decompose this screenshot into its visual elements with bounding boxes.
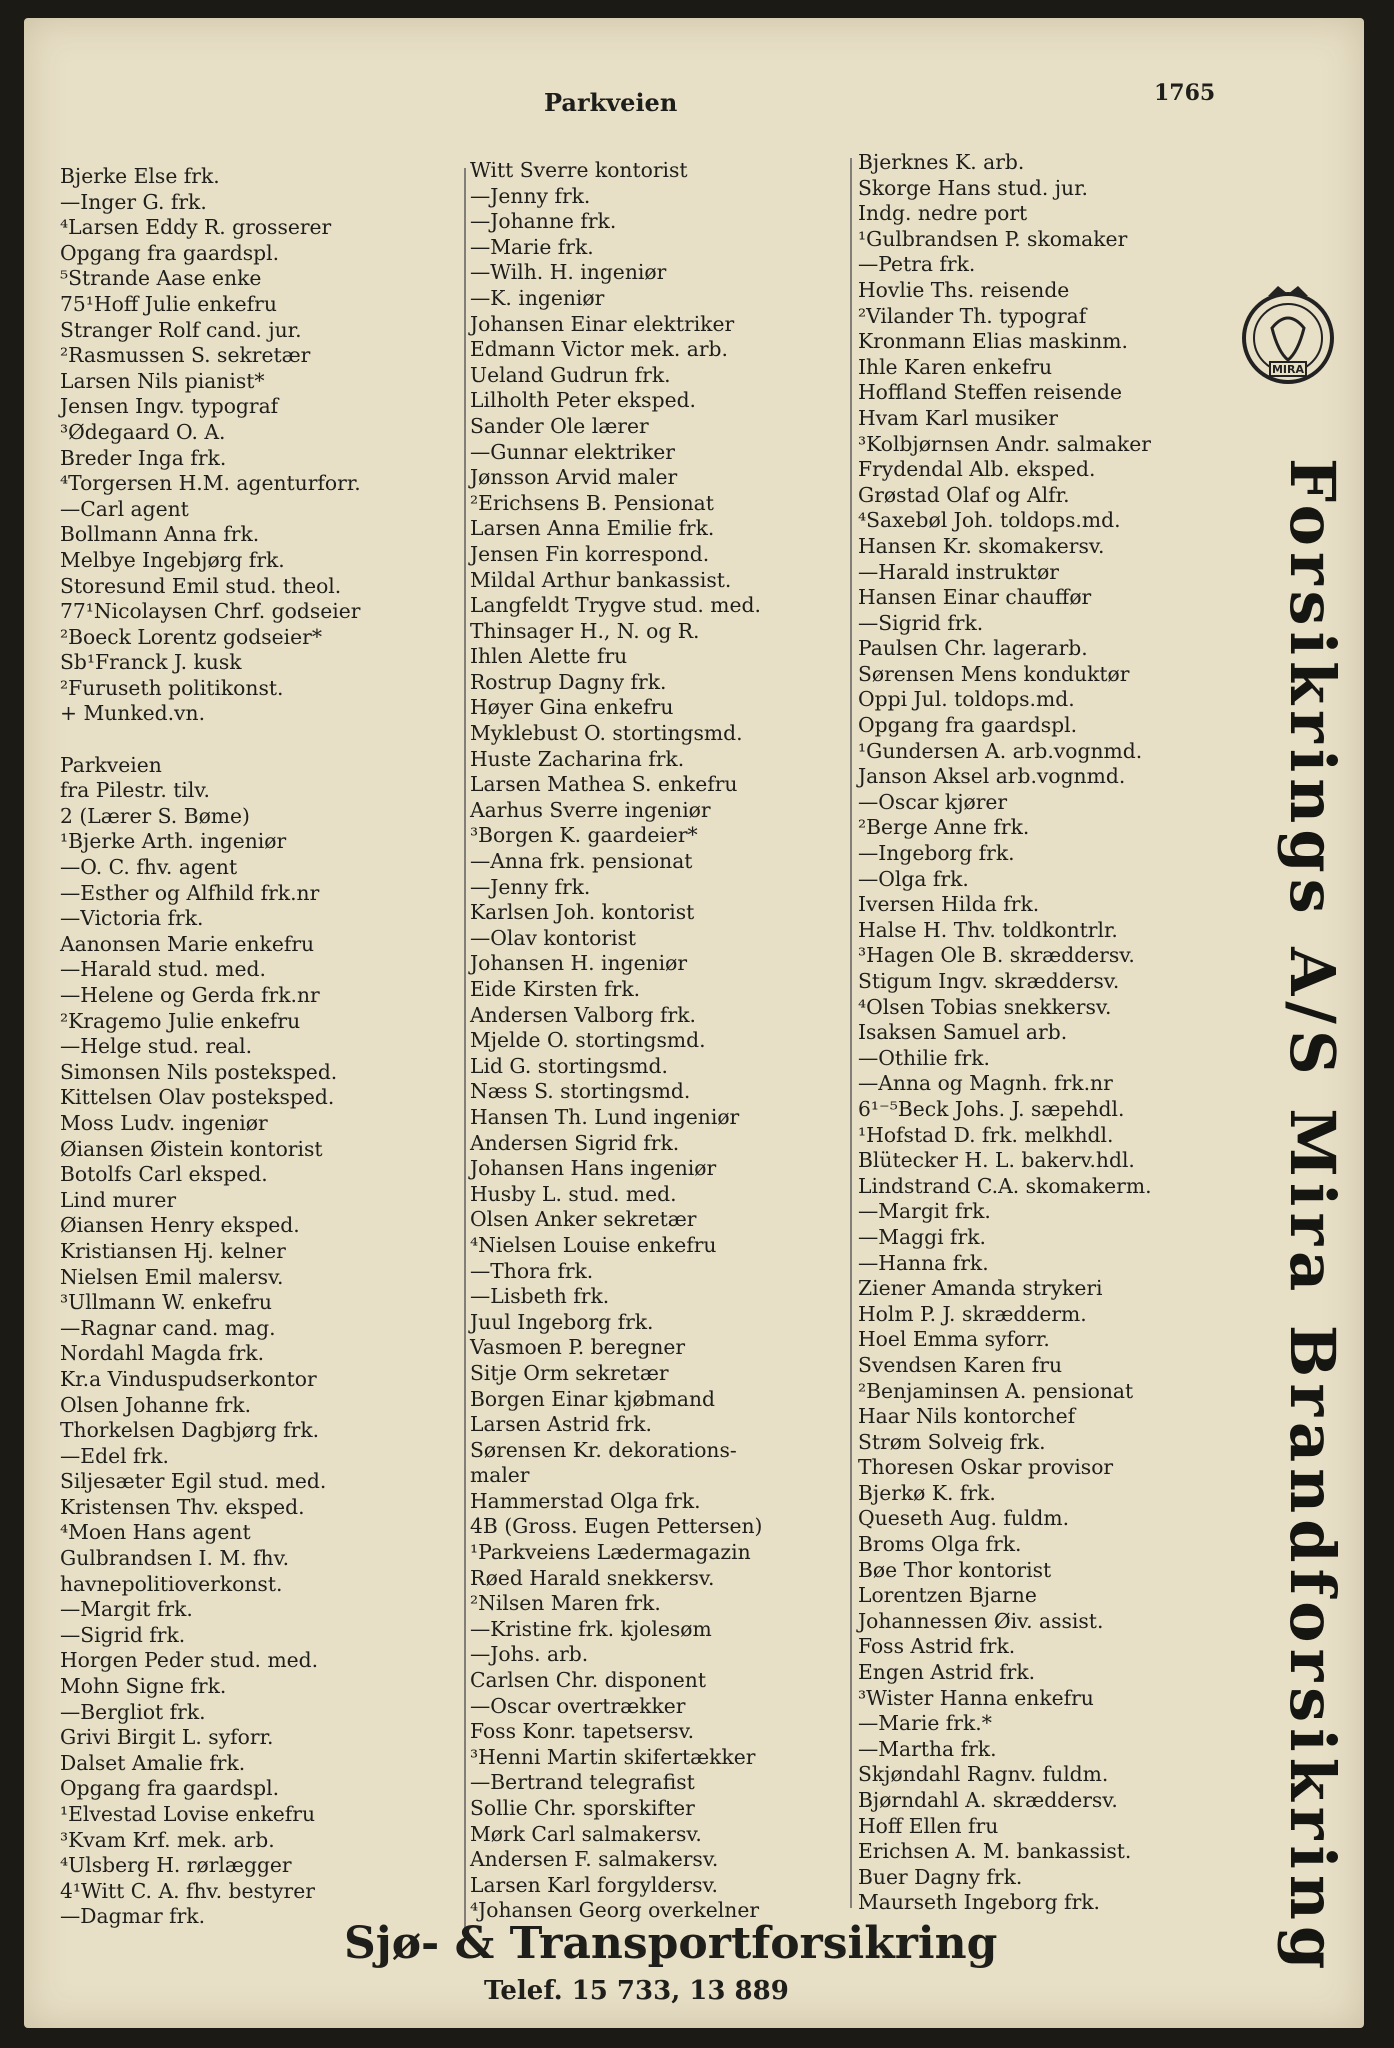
directory-entry: —Thora frk.	[470, 1258, 594, 1283]
directory-entry: —Jenny frk.	[470, 874, 591, 899]
directory-entry: Ihle Karen enkefru	[858, 354, 1053, 379]
directory-entry: Stigum Ingv. skræddersv.	[858, 969, 1120, 993]
directory-entry: —Wilh. H. ingeniør	[470, 260, 667, 285]
directory-entry: Simonsen Nils posteksped.	[60, 1059, 338, 1084]
directory-entry: Larsen Astrid frk.	[470, 1412, 652, 1437]
directory-entry: Bjerknes K. arb.	[858, 150, 1025, 174]
directory-entry: ²Rasmussen S. sekretær	[60, 343, 311, 368]
directory-entry: ⁴Saxebøl Joh. toldops.md.	[858, 508, 1121, 533]
directory-entry: ¹Hofstad D. frk. melkhdl.	[858, 1122, 1114, 1147]
page-number: 1765	[1154, 80, 1216, 106]
directory-entry: Rostrup Dagny frk.	[470, 669, 667, 694]
directory-entry: Maurseth Ingeborg frk.	[858, 1890, 1100, 1915]
directory-entry: ³Kvam Krf. mek. arb.	[60, 1827, 275, 1852]
directory-entry: —Oscar overtrækker	[470, 1693, 686, 1718]
directory-entry: —K. ingeniør	[470, 285, 605, 310]
directory-entry: 4B (Gross. Eugen Pettersen)	[470, 1514, 763, 1539]
directory-entry: Indg. nedre port	[858, 201, 1028, 226]
directory-entry: Edmann Victor mek. arb.	[470, 337, 728, 362]
directory-entry: Opgang fra gaardspl.	[60, 240, 280, 265]
directory-entry: Grøstad Olaf og Alfr.	[858, 482, 1070, 507]
directory-entry: Parkveien	[60, 752, 162, 777]
directory-entry: Carlsen Chr. disponent	[470, 1668, 706, 1693]
directory-entry: —Edel frk.	[60, 1443, 169, 1468]
directory-entry: Johansen Einar elektriker	[470, 311, 735, 336]
directory-entry: ¹Elvestad Lovise enkefru	[60, 1802, 316, 1826]
directory-page	[24, 18, 1364, 2028]
directory-entry: Borgen Einar kjøbmand	[470, 1386, 716, 1411]
directory-entry: Hansen Einar chauffør	[858, 585, 1092, 610]
directory-entry: Jensen Ingv. typograf	[60, 394, 279, 419]
directory-entry: Opgang fra gaardspl.	[60, 1776, 280, 1801]
directory-entry: Sitje Orm sekretær	[470, 1360, 669, 1385]
directory-entry: Holm P. J. skrædderm.	[858, 1301, 1087, 1326]
directory-entry: 75¹Hoff Julie enkefru	[60, 291, 277, 316]
directory-entry: —Johanne frk.	[470, 209, 617, 234]
directory-entry: —Marie frk.	[470, 234, 594, 259]
directory-entry: Frydendal Alb. eksped.	[858, 457, 1096, 482]
directory-entry: Sørensen Kr. dekorations-	[470, 1437, 737, 1462]
directory-entry: Foss Konr. tapetsersv.	[470, 1719, 695, 1744]
directory-entry: Sb¹Franck J. kusk	[60, 650, 242, 675]
directory-entry: Eide Kirsten frk.	[470, 977, 641, 1001]
directory-entry: Queseth Aug. fuldm.	[858, 1506, 1070, 1531]
directory-entry: Thorkelsen Dagbjørg frk.	[60, 1418, 320, 1443]
directory-entry: ¹Gundersen A. arb.vognmd.	[858, 738, 1143, 763]
directory-entry: Halse H. Thv. toldkontrlr.	[858, 917, 1118, 942]
directory-entry: Grivi Birgit L. syforr.	[60, 1725, 274, 1750]
directory-entry: fra Pilestr. tilv.	[60, 778, 210, 803]
directory-entry: Kr.a Vinduspudserkontor	[60, 1366, 317, 1391]
directory-entry: ²Vilander Th. typograf	[858, 303, 1087, 328]
directory-entry: Johansen H. ingeniør	[470, 951, 688, 976]
directory-entry: Nielsen Emil malersv.	[60, 1264, 284, 1289]
directory-entry: Strøm Solveig frk.	[858, 1429, 1046, 1454]
directory-entry: Juul Ingeborg frk.	[470, 1309, 654, 1334]
column-1	[60, 164, 460, 1930]
directory-entry: Oppi Jul. toldops.md.	[858, 687, 1075, 712]
directory-entry: Breder Inga frk.	[60, 445, 227, 470]
directory-entry: Skjøndahl Ragnv. fuldm.	[858, 1762, 1109, 1787]
directory-entry: Mildal Arthur bankassist.	[470, 567, 732, 592]
directory-entry: ³Hagen Ole B. skræddersv.	[858, 943, 1135, 968]
directory-entry: —Anna og Magnh. frk.nr	[858, 1071, 1113, 1096]
directory-entry: Olsen Johanne frk.	[60, 1392, 252, 1417]
directory-entry: —Kristine frk. kjolesøm	[470, 1616, 712, 1641]
directory-entry: —Helge stud. real.	[60, 1034, 253, 1059]
directory-entry: Skorge Hans stud. jur.	[858, 175, 1088, 200]
directory-entry: Lid G. stortingsmd.	[470, 1053, 668, 1078]
directory-entry: Hansen Th. Lund ingeniør	[470, 1104, 740, 1129]
directory-entry: Kittelsen Olav posteksped.	[60, 1085, 335, 1110]
directory-entry: ³Ødegaard O. A.	[60, 419, 226, 444]
directory-entry: —Margit frk.	[60, 1597, 193, 1622]
directory-entry: Aanonsen Marie enkefru	[60, 931, 315, 956]
directory-entry: Kristiansen Hj. kelner	[60, 1238, 286, 1263]
directory-entry: Øiansen Øistein kontorist	[60, 1136, 323, 1161]
directory-entry: Lorentzen Bjarne	[858, 1583, 1037, 1608]
directory-entry: ⁴Olsen Tobias snekkersv.	[858, 994, 1112, 1019]
directory-entry: Larsen Karl forgyldersv.	[470, 1872, 718, 1897]
column-2	[470, 158, 860, 1924]
directory-entry: Thoresen Oskar provisor	[858, 1455, 1114, 1480]
directory-entry: —Olga frk.	[858, 866, 969, 891]
directory-entry: —Bergliot frk.	[60, 1699, 206, 1724]
directory-entry: Opgang fra gaardspl.	[858, 713, 1078, 738]
directory-entry: —Sigrid frk.	[858, 610, 984, 635]
directory-entry: Lind murer	[60, 1187, 177, 1212]
directory-entry: Iversen Hilda frk.	[858, 892, 1040, 917]
directory-entry: ⁴Johansen Georg overkelner	[470, 1898, 760, 1923]
directory-entry: —Margit frk.	[858, 1199, 991, 1224]
directory-entry: Andersen F. salmakersv.	[470, 1847, 719, 1872]
directory-entry: —Victoria frk.	[60, 906, 204, 931]
directory-entry: —Marie frk.*	[858, 1711, 992, 1736]
directory-entry: Næss S. stortingsmd.	[470, 1079, 691, 1104]
directory-entry: 77¹Nicolaysen Chrf. godseier	[60, 599, 361, 624]
directory-entry: —Othilie frk.	[858, 1045, 990, 1070]
directory-entry: —Harald instruktør	[858, 559, 1059, 584]
directory-entry: —Johs. arb.	[470, 1642, 589, 1667]
directory-entry: —Esther og Alfhild frk.nr	[60, 880, 320, 905]
directory-entry: havnepolitioverkonst.	[60, 1571, 283, 1596]
directory-entry: ⁴Moen Hans agent	[60, 1520, 251, 1545]
directory-entry: —Ingeborg frk.	[858, 841, 1015, 866]
directory-entry: Melbye Ingebjørg frk.	[60, 547, 285, 572]
directory-entry: Kristensen Thv. eksped.	[60, 1494, 305, 1519]
directory-entry: Hoel Emma syforr.	[858, 1327, 1050, 1352]
directory-entry: Hoffland Steffen reisende	[858, 380, 1122, 405]
directory-entry: Sørensen Mens konduktør	[858, 661, 1130, 686]
directory-entry: Larsen Mathea S. enkefru	[470, 772, 738, 797]
directory-entry: Broms Olga frk.	[858, 1532, 1022, 1557]
directory-entry: Thinsager H., N. og R.	[470, 618, 700, 643]
mira-crest-icon	[1232, 278, 1344, 394]
directory-entry: Aarhus Sverre ingeniør	[470, 797, 711, 822]
footer-telephone: Telef. 15 733, 13 889	[484, 1976, 789, 2006]
directory-entry: Hvam Karl musiker	[858, 405, 1058, 430]
directory-entry: Erichsen A. M. bankassist.	[858, 1839, 1132, 1864]
directory-entry: —Anna frk. pensionat	[470, 849, 693, 874]
directory-entry: maler	[470, 1463, 530, 1488]
directory-entry: Botolfs Carl eksped.	[60, 1162, 268, 1187]
column-3	[858, 150, 1258, 1916]
directory-entry: ²Kragemo Julie enkefru	[60, 1008, 301, 1033]
directory-entry: ³Borgen K. gaardeier*	[470, 823, 698, 848]
svg-text:MIRA: MIRA	[1271, 363, 1305, 376]
directory-entry: —O. C. fhv. agent	[60, 855, 238, 880]
directory-entry: Horgen Peder stud. med.	[60, 1648, 319, 1673]
directory-entry: —Inger G. frk.	[60, 189, 207, 214]
street-heading: Parkveien	[544, 88, 678, 117]
directory-entry: Bollmann Anna frk.	[60, 522, 260, 547]
directory-entry: Andersen Sigrid frk.	[470, 1130, 680, 1155]
directory-entry: Hansen Kr. skomakersv.	[858, 533, 1105, 558]
directory-entry: —Lisbeth frk.	[470, 1284, 610, 1309]
directory-entry: Bjørndahl A. skræddersv.	[858, 1788, 1118, 1812]
directory-entry: Witt Sverre kontorist	[470, 158, 688, 182]
directory-entry: —Petra frk.	[858, 252, 976, 277]
directory-entry: ⁵Strande Aase enke	[60, 266, 262, 291]
directory-entry: Kronmann Elias maskinm.	[858, 329, 1128, 354]
directory-entry: Mohn Signe frk.	[60, 1674, 227, 1699]
directory-entry: Lilholth Peter eksped.	[470, 388, 697, 413]
directory-entry: ²Berge Anne frk.	[858, 815, 1030, 840]
directory-entry: Foss Astrid frk.	[858, 1634, 1016, 1659]
directory-entry: Janson Aksel arb.vognmd.	[858, 764, 1126, 789]
directory-entry: ²Nilsen Maren frk.	[470, 1591, 661, 1616]
directory-entry: Øiansen Henry eksped.	[60, 1213, 300, 1238]
directory-entry: —Dagmar frk.	[60, 1904, 206, 1929]
directory-entry: Bjerkø K. frk.	[858, 1480, 996, 1505]
directory-entry: Vasmoen P. beregner	[470, 1335, 686, 1360]
directory-entry: —Olav kontorist	[470, 925, 637, 950]
directory-entry: Bøe Thor kontorist	[858, 1557, 1052, 1582]
directory-entry: Hammerstad Olga frk.	[470, 1488, 701, 1513]
directory-entry: —Ragnar cand. mag.	[60, 1315, 276, 1340]
directory-entry: ⁴Nielsen Louise enkefru	[470, 1232, 717, 1257]
directory-entry: Lindstrand C.A. skomakerm.	[858, 1173, 1152, 1198]
directory-entry: —Maggi frk.	[858, 1224, 986, 1249]
directory-entry: Jensen Fin korrespond.	[470, 541, 710, 566]
directory-entry: ³Henni Martin skifertækker	[470, 1744, 756, 1769]
directory-entry: —Gunnar elektriker	[470, 439, 676, 464]
directory-entry: Sollie Chr. sporskifter	[470, 1796, 695, 1820]
directory-entry: Huste Zacharina frk.	[470, 746, 685, 771]
directory-entry: Ziener Amanda strykeri	[858, 1276, 1103, 1301]
directory-entry: Larsen Nils pianist*	[60, 368, 265, 393]
directory-entry: ²Boeck Lorentz godseier*	[60, 624, 322, 649]
directory-entry: —Jenny frk.	[470, 183, 591, 208]
directory-entry: Siljesæter Egil stud. med.	[60, 1469, 327, 1494]
directory-entry: Paulsen Chr. lagerarb.	[858, 636, 1088, 661]
directory-entry: Jønsson Arvid maler	[470, 465, 678, 490]
directory-entry: 2 (Lærer S. Bøme)	[60, 803, 250, 828]
directory-entry: + Munked.vn.	[60, 701, 206, 726]
directory-entry: Ihlen Alette fru	[470, 644, 628, 669]
directory-entry: 4¹Witt C. A. fhv. bestyrer	[60, 1878, 315, 1903]
directory-entry: Dalset Amalie frk.	[60, 1750, 246, 1775]
directory-entry: Karlsen Joh. kontorist	[470, 900, 695, 925]
directory-entry: Blütecker H. L. bakerv.hdl.	[858, 1148, 1135, 1173]
directory-entry: Olsen Anker sekretær	[470, 1207, 697, 1232]
directory-entry: Andersen Valborg frk.	[470, 1002, 696, 1027]
directory-entry: —Carl agent	[60, 496, 189, 521]
directory-entry: Gulbrandsen I. M. fhv.	[60, 1546, 290, 1571]
directory-entry: ⁴Larsen Eddy R. grosserer	[60, 215, 332, 240]
directory-entry: ³Kolbjørnsen Andr. salmaker	[858, 431, 1151, 456]
directory-entry: Sander Ole lærer	[470, 413, 649, 438]
directory-entry: ⁴Torgersen H.M. agenturforr.	[60, 471, 361, 496]
directory-entry: Larsen Anna Emilie frk.	[470, 516, 715, 541]
column-divider	[850, 158, 852, 1908]
directory-entry: Langfeldt Trygve stud. med.	[470, 593, 761, 618]
directory-entry: Buer Dagny frk.	[858, 1864, 1023, 1889]
directory-entry: ¹Bjerke Arth. ingeniør	[60, 829, 287, 854]
directory-entry: Høyer Gina enkefru	[470, 695, 674, 720]
directory-entry: —Oscar kjører	[858, 789, 1008, 814]
directory-entry: Røed Harald snekkersv.	[470, 1565, 715, 1590]
directory-entry: ²Benjaminsen A. pensionat	[858, 1378, 1134, 1403]
directory-entry: Ueland Gudrun frk.	[470, 362, 671, 387]
directory-entry: Nordahl Magda frk.	[60, 1341, 265, 1366]
footer-advertisement: Sjø- & Transportforsikring	[344, 1918, 998, 1969]
directory-entry: —Bertrand telegrafist	[470, 1770, 695, 1795]
directory-entry: —Helene og Gerda frk.nr	[60, 983, 320, 1007]
directory-entry: ⁴Ulsberg H. rørlægger	[60, 1853, 292, 1878]
directory-entry: Bjerke Else frk.	[60, 164, 220, 188]
directory-entry: Hovlie Ths. reisende	[858, 277, 1070, 302]
directory-entry: Storesund Emil stud. theol.	[60, 573, 342, 598]
directory-entry: —Hanna frk.	[858, 1250, 989, 1275]
directory-entry: 6¹⁻⁵Beck Johs. J. sæpehdl.	[858, 1096, 1125, 1121]
directory-entry: —Sigrid frk.	[60, 1622, 186, 1647]
directory-entry: Johannessen Øiv. assist.	[858, 1608, 1104, 1633]
directory-entry: —Martha frk.	[858, 1736, 997, 1761]
directory-entry: ¹Parkveiens Lædermagazin	[470, 1540, 751, 1565]
directory-entry: Mørk Carl salmakersv.	[470, 1821, 702, 1846]
column-divider	[464, 168, 466, 1928]
directory-entry: —Harald stud. med.	[60, 957, 266, 982]
directory-entry: Moss Ludv. ingeniør	[60, 1110, 268, 1135]
directory-entry: Engen Astrid frk.	[858, 1660, 1036, 1685]
directory-entry	[60, 727, 460, 753]
directory-entry: Johansen Hans ingeniør	[470, 1156, 717, 1181]
directory-entry: ²Erichsens B. Pensionat	[470, 490, 714, 515]
directory-entry: Isaksen Samuel arb.	[858, 1020, 1068, 1045]
vertical-advertisement: Forsikrings A/S Mira Brandforsikring	[1276, 458, 1349, 1976]
directory-entry: ¹Gulbrandsen P. skomaker	[858, 226, 1128, 251]
directory-entry: Haar Nils kontorchef	[858, 1404, 1076, 1429]
directory-entry: Svendsen Karen fru	[858, 1352, 1063, 1377]
directory-entry: Mjelde O. stortingsmd.	[470, 1028, 706, 1053]
directory-entry: Husby L. stud. med.	[470, 1181, 677, 1206]
directory-entry: Myklebust O. stortingsmd.	[470, 721, 743, 746]
directory-entry: Hoff Ellen fru	[858, 1813, 999, 1838]
directory-entry: Stranger Rolf cand. jur.	[60, 317, 302, 342]
directory-entry: ³Wister Hanna enkefru	[858, 1685, 1094, 1710]
directory-entry: ²Furuseth politikonst.	[60, 675, 284, 700]
directory-entry: ³Ullmann W. enkefru	[60, 1290, 272, 1315]
